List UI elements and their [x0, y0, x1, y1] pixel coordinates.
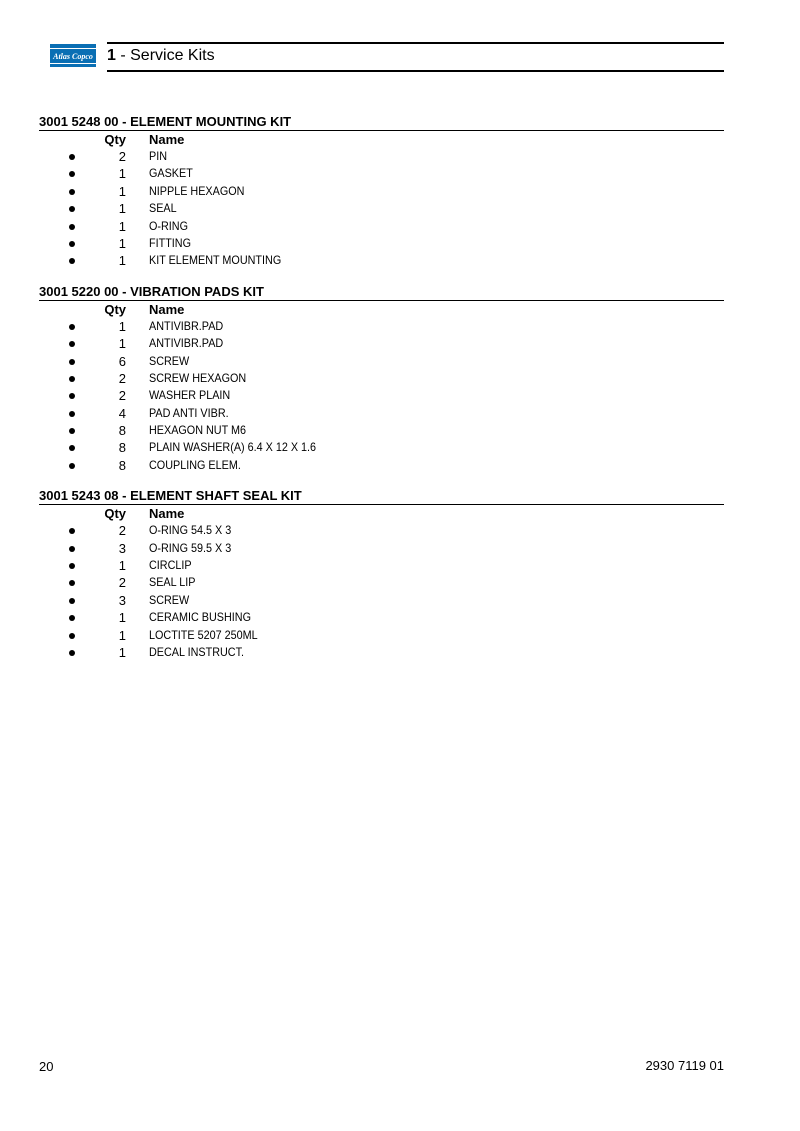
list-item	[39, 422, 724, 439]
item-name: WASHER PLAIN	[149, 388, 231, 403]
bullet-icon	[69, 411, 75, 417]
bullet-icon	[69, 633, 75, 639]
column-headers	[39, 505, 724, 522]
bullet-icon	[69, 528, 75, 534]
item-name: O-RING	[149, 218, 189, 233]
section-title: - Service Kits	[115, 47, 215, 64]
bullet-icon	[69, 580, 75, 586]
item-name: PIN	[149, 149, 168, 163]
bullet-icon	[69, 324, 75, 330]
item-qty: 2	[118, 149, 126, 164]
list-item	[39, 335, 724, 352]
page-number: 20	[39, 1059, 54, 1074]
bullet-icon	[69, 393, 75, 399]
item-name: SEAL	[149, 201, 177, 216]
qty-header: Qty	[104, 132, 126, 147]
kit-section	[39, 283, 724, 475]
list-item	[39, 218, 724, 235]
item-qty: 3	[118, 540, 126, 556]
qty-header: Qty	[104, 506, 126, 522]
logo-text: Atlas Copco	[53, 51, 93, 61]
bullet-icon	[69, 189, 75, 195]
item-qty: 1	[118, 166, 126, 182]
bullet-icon	[69, 241, 75, 247]
list-item	[39, 200, 724, 217]
item-qty: 3	[118, 592, 126, 608]
list-item	[39, 644, 724, 661]
item-qty: 6	[118, 353, 126, 369]
bullet-icon	[69, 463, 75, 469]
kit-section	[39, 487, 724, 661]
kit-title: 3001 5220 00 - VIBRATION PADS KIT	[39, 283, 724, 301]
item-qty: 1	[118, 253, 126, 269]
bullet-icon	[69, 154, 75, 160]
list-item	[39, 540, 724, 557]
bullet-icon	[69, 341, 75, 347]
list-item	[39, 609, 724, 626]
item-name: GASKET	[149, 166, 193, 181]
bullet-icon	[69, 376, 75, 382]
item-qty: 1	[118, 218, 126, 234]
section-number: 1	[107, 47, 116, 64]
item-name: SCREW	[149, 592, 190, 607]
name-header: Name	[149, 132, 185, 147]
item-name: HEXAGON NUT M6	[149, 423, 247, 438]
list-item	[39, 592, 724, 609]
item-qty: 2	[118, 388, 126, 404]
item-name: SEAL LIP	[149, 575, 196, 590]
item-qty: 1	[118, 644, 126, 660]
column-headers	[39, 131, 724, 148]
list-item	[39, 165, 724, 182]
list-item	[39, 235, 724, 252]
list-item	[39, 457, 724, 474]
bullet-icon	[69, 563, 75, 569]
item-qty: 8	[118, 457, 126, 473]
bullet-icon	[69, 359, 75, 365]
name-header: Name	[149, 301, 185, 317]
item-name: ANTIVIBR.PAD	[149, 336, 224, 351]
bullet-icon	[69, 206, 75, 212]
item-name: COUPLING ELEM.	[149, 457, 241, 472]
item-qty: 2	[118, 575, 126, 591]
list-item	[39, 387, 724, 404]
item-qty: 2	[118, 370, 126, 386]
list-item	[39, 522, 724, 539]
atlas-copco-logo	[50, 49, 96, 63]
item-name: CIRCLIP	[149, 558, 192, 573]
header-rule-top	[107, 42, 724, 44]
item-name: PAD ANTI VIBR.	[149, 405, 229, 420]
name-header: Name	[149, 506, 185, 522]
item-qty: 1	[118, 336, 126, 352]
header-rule-bottom	[107, 70, 724, 72]
page-title	[107, 47, 215, 65]
item-name: ANTIVIBR.PAD	[149, 318, 224, 333]
item-name: LOCTITE 5207 250ML	[149, 627, 258, 642]
list-item	[39, 439, 724, 456]
item-qty: 1	[118, 318, 126, 334]
item-qty: 4	[118, 405, 126, 421]
item-qty: 1	[118, 201, 126, 217]
document-number: 2930 7119 01	[645, 1058, 724, 1073]
kit-title: 3001 5243 08 - ELEMENT SHAFT SEAL KIT	[39, 487, 724, 505]
bullet-icon	[69, 598, 75, 604]
item-name: O-RING 54.5 X 3	[149, 523, 232, 538]
list-item	[39, 183, 724, 200]
bullet-icon	[69, 650, 75, 656]
logo-stripe-bottom	[50, 64, 96, 67]
list-item	[39, 370, 724, 387]
item-name: SCREW HEXAGON	[149, 370, 247, 385]
bullet-icon	[69, 428, 75, 434]
item-qty: 1	[118, 610, 126, 626]
bullet-icon	[69, 615, 75, 621]
item-name: PLAIN WASHER(A) 6.4 X 12 X 1.6	[149, 440, 317, 455]
bullet-icon	[69, 224, 75, 230]
list-item	[39, 627, 724, 644]
logo-stripe-top	[50, 44, 96, 48]
kit-list	[39, 113, 724, 674]
column-headers	[39, 301, 724, 318]
item-qty: 8	[118, 440, 126, 456]
item-name: CERAMIC BUSHING	[149, 610, 252, 625]
item-qty: 1	[118, 627, 126, 643]
item-name: FITTING	[149, 235, 192, 250]
qty-header: Qty	[104, 301, 126, 317]
list-item	[39, 148, 724, 165]
kit-title: 3001 5248 00 - ELEMENT MOUNTING KIT	[39, 113, 724, 131]
list-item	[39, 557, 724, 574]
list-item	[39, 353, 724, 370]
kit-section	[39, 113, 724, 270]
item-qty: 8	[118, 423, 126, 439]
item-name: DECAL INSTRUCT.	[149, 644, 245, 659]
item-name: NIPPLE HEXAGON	[149, 183, 245, 198]
list-item	[39, 405, 724, 422]
item-qty: 1	[118, 235, 126, 251]
bullet-icon	[69, 546, 75, 552]
bullet-icon	[69, 171, 75, 177]
list-item	[39, 252, 724, 269]
bullet-icon	[69, 445, 75, 451]
item-name: O-RING 59.5 X 3	[149, 540, 232, 555]
bullet-icon	[69, 258, 75, 264]
item-qty: 1	[118, 558, 126, 574]
list-item	[39, 574, 724, 591]
item-name: KIT ELEMENT MOUNTING	[149, 253, 282, 268]
item-qty: 1	[118, 183, 126, 199]
list-item	[39, 318, 724, 335]
item-qty: 2	[118, 523, 126, 539]
item-name: SCREW	[149, 353, 190, 368]
